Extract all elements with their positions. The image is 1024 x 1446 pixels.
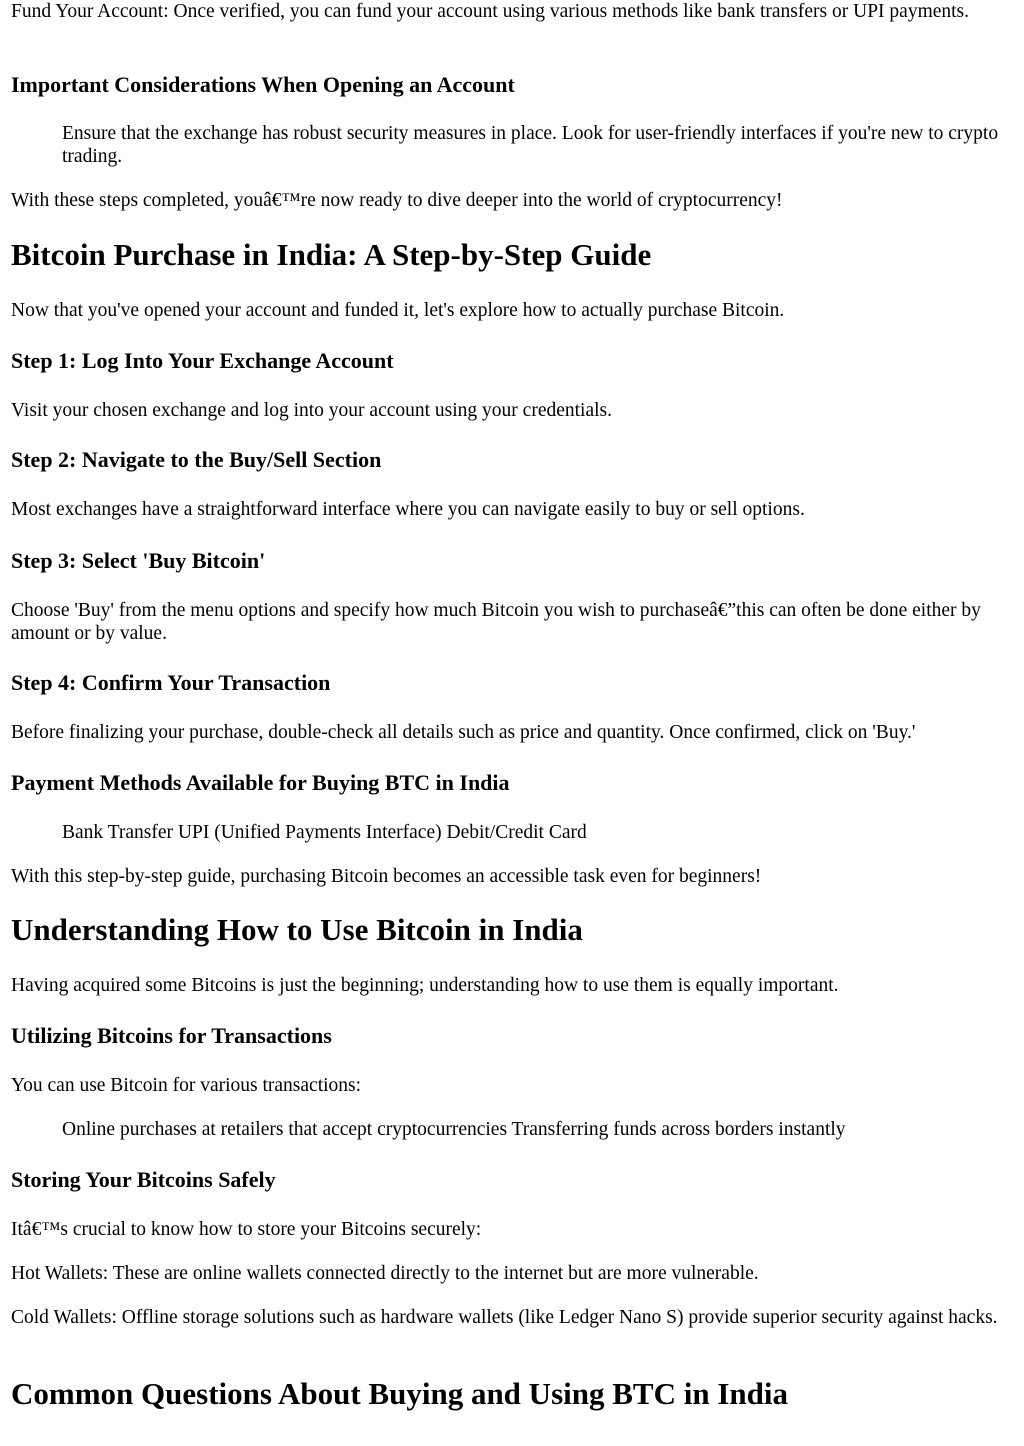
heading-step-4: Step 4: Confirm Your Transaction <box>11 670 331 695</box>
heading-utilizing: Utilizing Bitcoins for Transactions <box>11 1023 332 1048</box>
paragraph-step-4: Before finalizing your purchase, double-check all details such as price and quantity. Once confirmed, click on 'Buy.' <box>11 722 916 743</box>
heading-understanding-use: Understanding How to Use Bitcoin in India <box>11 912 583 947</box>
paragraph-now-that: Now that you've opened your account and funded it, let's explore how to actually purchase Bitcoin. <box>11 300 785 321</box>
paragraph-step-2: Most exchanges have a straightforward interface where you can navigate easily to buy or sell options. <box>11 499 805 520</box>
paragraph-step-3: Choose 'Buy' from the menu options and specify how much Bitcoin you wish to purchaseâ€”this can often be done either by amount or by value. <box>11 600 981 644</box>
heading-step-1: Step 1: Log Into Your Exchange Account <box>11 348 394 373</box>
paragraph-fund-account: Fund Your Account: Once verified, you can fund your account using various methods like bank transfers or UPI payments. <box>11 1 970 22</box>
heading-important-considerations: Important Considerations When Opening an Account <box>11 72 515 97</box>
blockquote-online-purchases: Online purchases at retailers that accept cryptocurrencies Transferring funds across borders instantly <box>62 1119 846 1140</box>
paragraph-various-transactions: You can use Bitcoin for various transactions: <box>11 1075 362 1096</box>
paragraph-step-1: Visit your chosen exchange and log into your account using your credentials. <box>11 400 613 421</box>
paragraph-acquired: Having acquired some Bitcoins is just the beginning; understanding how to use them is equally important. <box>11 975 839 996</box>
heading-common-questions: Common Questions About Buying and Using BTC in India <box>11 1376 788 1411</box>
paragraph-cold-wallets: Cold Wallets: Offline storage solutions such as hardware wallets (like Ledger Nano S) provide superior security against hacks. <box>11 1307 998 1328</box>
paragraph-step-guide: With this step-by-step guide, purchasing Bitcoin becomes an accessible task even for beginners! <box>11 866 762 887</box>
heading-step-2: Step 2: Navigate to the Buy/Sell Section <box>11 447 382 472</box>
paragraph-ready: With these steps completed, youâ€™re now ready to dive deeper into the world of cryptocurrency! <box>11 190 783 211</box>
paragraph-crucial: Itâ€™s crucial to know how to store your Bitcoins securely: <box>11 1219 482 1240</box>
heading-step-3: Step 3: Select 'Buy Bitcoin' <box>11 548 266 573</box>
heading-bitcoin-purchase: Bitcoin Purchase in India: A Step-by-Step Guide <box>11 237 652 272</box>
blockquote-considerations: Ensure that the exchange has robust security measures in place. Look for user-friendly interfaces if you're new to crypto trading. <box>62 123 999 167</box>
blockquote-payment-methods: Bank Transfer UPI (Unified Payments Interface) Debit/Credit Card <box>62 822 587 843</box>
heading-payment-methods: Payment Methods Available for Buying BTC in India <box>11 770 510 795</box>
paragraph-hot-wallets: Hot Wallets: These are online wallets connected directly to the internet but are more vulnerable. <box>11 1263 759 1284</box>
heading-storing: Storing Your Bitcoins Safely <box>11 1167 276 1192</box>
